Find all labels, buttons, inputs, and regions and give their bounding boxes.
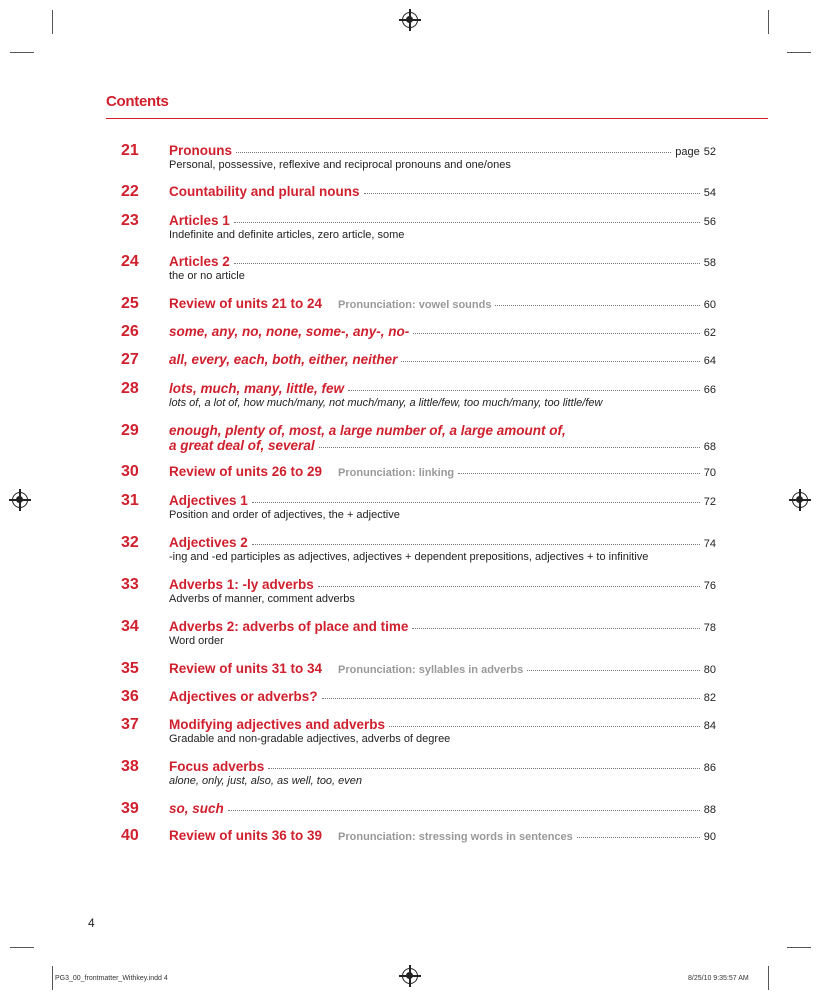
dot-leader: [364, 193, 700, 194]
dot-leader: [228, 810, 700, 811]
unit-title: so, such: [169, 801, 224, 816]
unit-title: Articles 1: [169, 213, 230, 228]
unit-subtitle: Personal, possessive, reflexive and reciprocal pronouns and one/ones: [169, 159, 511, 171]
crop-mark: [52, 966, 53, 990]
unit-number: 38: [121, 758, 139, 775]
contents-line: [169, 464, 716, 479]
unit-title: Adverbs 1: -ly adverbs: [169, 577, 314, 592]
dot-leader: [401, 361, 699, 362]
unit-title: enough, plenty of, most, a large number of, a large amount of,: [169, 423, 566, 438]
unit-number: 23: [121, 212, 139, 229]
dot-leader: [458, 473, 700, 474]
contents-line: [169, 801, 716, 816]
unit-number: 25: [121, 295, 139, 312]
unit-title: Review of units 26 to 29: [169, 464, 323, 479]
title-rule: [106, 118, 768, 119]
page-ref: 78: [703, 622, 716, 634]
dot-leader: [348, 390, 700, 391]
contents-line: [169, 535, 716, 550]
pronunciation-topic: Pronunciation: stressing words in sentences: [338, 831, 573, 843]
dot-leader: [577, 837, 700, 838]
unit-number: 36: [121, 688, 139, 705]
page-ref: 74: [703, 538, 716, 550]
pronunciation-topic: Pronunciation: vowel sounds: [338, 299, 492, 311]
contents-line: [169, 296, 716, 311]
unit-title: Focus adverbs: [169, 759, 265, 774]
contents-line: [169, 352, 716, 367]
registration-mark-icon: [12, 492, 28, 508]
unit-subtitle: Adverbs of manner, comment adverbs: [169, 593, 355, 605]
unit-title: Articles 2: [169, 254, 230, 269]
contents-line: [169, 759, 716, 774]
page-ref: 64: [703, 355, 716, 367]
file-slug: PG3_00_frontmatter_Withkey.indd 4: [55, 975, 168, 982]
unit-number: 29: [121, 422, 139, 439]
page-ref: 70: [703, 467, 716, 479]
contents-line: [169, 213, 716, 228]
page-ref: 56: [703, 216, 716, 228]
unit-title: Review of units 36 to 39: [169, 828, 323, 843]
dot-leader: [319, 447, 700, 448]
registration-mark-icon: [792, 492, 808, 508]
unit-number: 33: [121, 576, 139, 593]
contents-line: [169, 828, 716, 843]
unit-title: Review of units 31 to 34: [169, 661, 323, 676]
dot-leader: [252, 502, 700, 503]
unit-title: some, any, no, none, some-, any-, no-: [169, 324, 410, 339]
contents-line: [169, 619, 716, 634]
unit-number: 21: [121, 142, 139, 159]
page-prefix: page: [675, 146, 700, 158]
dot-leader: [234, 222, 700, 223]
page-ref: 84: [703, 720, 716, 732]
dot-leader: [236, 152, 671, 153]
page-ref: 62: [703, 327, 716, 339]
unit-number: 39: [121, 800, 139, 817]
crop-mark: [52, 10, 53, 34]
page-ref: 72: [703, 496, 716, 508]
dot-leader: [322, 698, 700, 699]
unit-number: 31: [121, 492, 139, 509]
crop-mark: [768, 966, 769, 990]
contents-line: [169, 381, 716, 396]
crop-mark: [10, 52, 34, 53]
unit-title: Adjectives 1: [169, 493, 248, 508]
contents-line: [169, 143, 716, 158]
dot-leader: [318, 586, 700, 587]
unit-subtitle: lots of, a lot of, how much/many, not much/many, a little/few, too much/many, too little/few: [169, 397, 603, 409]
crop-mark: [787, 52, 811, 53]
crop-mark: [787, 947, 811, 948]
unit-subtitle: the or no article: [169, 270, 245, 282]
unit-title: Countability and plural nouns: [169, 184, 360, 199]
unit-subtitle: Word order: [169, 635, 224, 647]
contents-line: [169, 689, 716, 704]
unit-title: lots, much, many, little, few: [169, 381, 345, 396]
contents-line: [169, 184, 716, 199]
dot-leader: [234, 263, 700, 264]
unit-number: 27: [121, 351, 139, 368]
page-ref: 66: [703, 384, 716, 396]
unit-title: Pronouns: [169, 143, 232, 158]
crop-mark: [768, 10, 769, 34]
contents-line: [169, 438, 716, 453]
page-ref: 58: [703, 257, 716, 269]
page-ref: 88: [703, 804, 716, 816]
page-ref: 90: [703, 831, 716, 843]
page-ref: 82: [703, 692, 716, 704]
unit-number: 26: [121, 323, 139, 340]
unit-title: all, every, each, both, either, neither: [169, 352, 398, 367]
page-ref: 86: [703, 762, 716, 774]
unit-subtitle: alone, only, just, also, as well, too, even: [169, 775, 363, 787]
date-slug: 8/25/10 9:35:57 AM: [688, 975, 749, 982]
unit-title: a great deal of, several: [169, 438, 315, 453]
pronunciation-topic: Pronunciation: linking: [338, 467, 455, 479]
page-ref: 76: [703, 580, 716, 592]
unit-number: 30: [121, 463, 139, 480]
unit-title: Adjectives or adverbs?: [169, 689, 318, 704]
page-ref: 80: [703, 664, 716, 676]
dot-leader: [495, 305, 699, 306]
contents-line: [169, 577, 716, 592]
dot-leader: [412, 628, 699, 629]
unit-subtitle: -ing and -ed participles as adjectives, adjectives + dependent prepositions, adjectives + to infinitive: [169, 551, 649, 563]
dot-leader: [268, 768, 699, 769]
unit-title: Review of units 21 to 24: [169, 296, 323, 311]
unit-subtitle: Gradable and non-gradable adjectives, adverbs of degree: [169, 733, 451, 745]
page-ref: 54: [703, 187, 716, 199]
dot-leader: [413, 333, 699, 334]
unit-number: 24: [121, 253, 139, 270]
unit-number: 40: [121, 827, 139, 844]
contents-line: [169, 254, 716, 269]
pronunciation-topic: Pronunciation: syllables in adverbs: [338, 664, 524, 676]
unit-subtitle: Position and order of adjectives, the + adjective: [169, 509, 400, 521]
dot-leader: [527, 670, 699, 671]
unit-subtitle: Indefinite and definite articles, zero article, some: [169, 229, 405, 241]
registration-mark-icon: [402, 12, 418, 28]
unit-number: 22: [121, 183, 139, 200]
page-ref: 60: [703, 299, 716, 311]
contents-line: [169, 493, 716, 508]
unit-number: 32: [121, 534, 139, 551]
unit-number: 35: [121, 660, 139, 677]
page-ref: 68: [703, 441, 716, 453]
registration-mark-icon: [402, 968, 418, 984]
unit-title: Adjectives 2: [169, 535, 248, 550]
crop-mark: [10, 947, 34, 948]
unit-number: 37: [121, 716, 139, 733]
unit-number: 28: [121, 380, 139, 397]
contents-line: [169, 661, 716, 676]
contents-line: [169, 324, 716, 339]
page-title: Contents: [106, 93, 169, 110]
contents-line: [169, 717, 716, 732]
unit-title: Adverbs 2: adverbs of place and time: [169, 619, 409, 634]
unit-title: Modifying adjectives and adverbs: [169, 717, 386, 732]
page-number: 4: [88, 916, 95, 930]
unit-number: 34: [121, 618, 139, 635]
dot-leader: [389, 726, 700, 727]
dot-leader: [252, 544, 700, 545]
page-ref: 52: [703, 146, 716, 158]
